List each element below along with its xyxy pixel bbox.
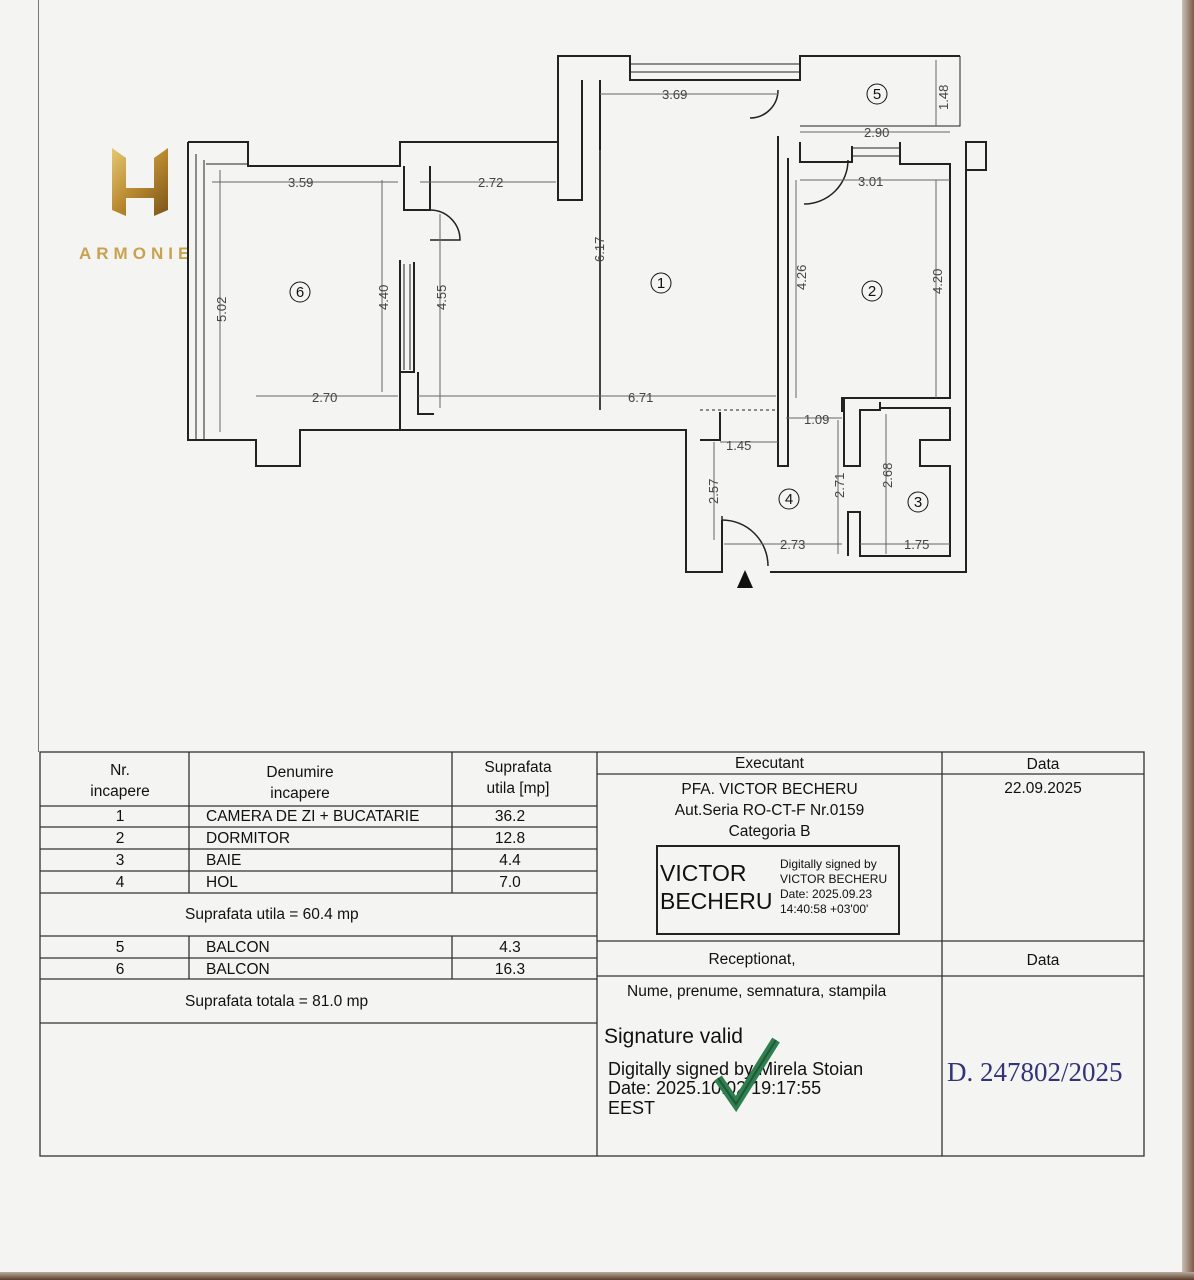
row-area: 12.8 bbox=[494, 830, 526, 847]
header-name: Denumire incapere bbox=[266, 764, 334, 802]
dim-label: 1.75 bbox=[904, 537, 930, 552]
room-number: 1 bbox=[656, 275, 666, 292]
data-header-2: Data bbox=[1026, 952, 1060, 969]
dim-label: 3.69 bbox=[662, 87, 688, 102]
row-name: BAIE bbox=[206, 852, 242, 869]
row-nr: 3 bbox=[115, 852, 125, 869]
row-area: 4.3 bbox=[499, 939, 521, 956]
data-header: Data bbox=[1026, 756, 1060, 773]
dim-label: 1.09 bbox=[804, 412, 830, 427]
executant-header: Executant bbox=[735, 755, 804, 772]
row-area: 36.2 bbox=[494, 808, 526, 825]
dim-label: 6.71 bbox=[628, 390, 654, 405]
total-label: Suprafata totala = 81.0 mp bbox=[185, 993, 369, 1010]
executant-name: PFA. VICTOR BECHERU bbox=[681, 781, 858, 798]
dim-label: 3.59 bbox=[288, 175, 314, 190]
row-name: DORMITOR bbox=[206, 830, 291, 847]
dim-label: 6.17 bbox=[592, 236, 607, 262]
dim-label: 2.70 bbox=[312, 390, 338, 405]
room-number: 3 bbox=[913, 494, 923, 511]
dim-label: 1.48 bbox=[936, 84, 951, 110]
dim-label: 4.26 bbox=[794, 264, 809, 290]
row-nr: 4 bbox=[115, 874, 125, 891]
signature-line-1: Digitally signed by Mirela Stoian bbox=[608, 1059, 864, 1079]
row-nr: 5 bbox=[115, 939, 125, 956]
stamp-name: VICTOR BECHERU bbox=[660, 860, 773, 914]
dim-label: 1.45 bbox=[726, 438, 752, 453]
row-area: 4.4 bbox=[499, 852, 521, 869]
row-nr: 6 bbox=[115, 961, 125, 978]
dim-label: 2.73 bbox=[780, 537, 806, 552]
row-area: 16.3 bbox=[494, 961, 526, 978]
row-area: 7.0 bbox=[499, 874, 521, 891]
receptionat-subheader: Nume, prenume, semnatura, stampila bbox=[627, 983, 887, 1000]
subtotal-label: Suprafata utila = 60.4 mp bbox=[185, 906, 359, 923]
row-name: CAMERA DE ZI + BUCATARIE bbox=[206, 808, 420, 825]
room-number: 4 bbox=[784, 491, 794, 508]
checkmark-icon bbox=[712, 1034, 782, 1114]
dim-label: 4.55 bbox=[434, 284, 449, 310]
dim-label: 4.40 bbox=[376, 284, 391, 310]
row-name: BALCON bbox=[206, 961, 270, 978]
row-nr: 2 bbox=[115, 830, 125, 847]
dim-label: 2.68 bbox=[880, 462, 895, 488]
logo-text: ARMONIE bbox=[79, 244, 195, 263]
dim-label: 2.57 bbox=[706, 478, 721, 504]
row-name: BALCON bbox=[206, 939, 270, 956]
stamp-details: Digitally signed by VICTOR BECHERU Date: 2025.09.23 14:40:58 +03'00' bbox=[780, 857, 888, 916]
executant-authorization: Aut.Seria RO-CT-F Nr.0159 bbox=[674, 802, 865, 819]
digital-signature-stamp bbox=[656, 845, 900, 935]
dim-label: 5.02 bbox=[214, 296, 229, 322]
executant-category: Categoria B bbox=[728, 823, 811, 840]
row-nr: 1 bbox=[115, 808, 125, 825]
receptionat-header: Receptionat, bbox=[708, 951, 796, 968]
data-date: 22.09.2025 bbox=[1004, 780, 1082, 797]
dim-label: 2.90 bbox=[864, 125, 890, 140]
document-number: D. 247802/2025 bbox=[947, 1057, 1123, 1087]
dim-label: 2.72 bbox=[478, 175, 504, 190]
dim-label: 4.20 bbox=[930, 268, 945, 294]
signature-line-2: Date: 2025.10.02 19:17:55 bbox=[608, 1078, 822, 1098]
room-number: 2 bbox=[867, 283, 877, 300]
row-name: HOL bbox=[206, 874, 238, 891]
room-number: 5 bbox=[872, 86, 882, 103]
dim-label: 3.01 bbox=[858, 174, 884, 189]
signature-valid: Signature valid bbox=[604, 1025, 743, 1048]
header-nr: Nr. incapere bbox=[90, 762, 150, 800]
signature-line-3: EEST bbox=[608, 1098, 656, 1118]
header-area: Suprafata utila [mp] bbox=[484, 759, 552, 797]
paper-shadow-right bbox=[1182, 0, 1194, 1280]
dim-label: 2.71 bbox=[832, 472, 847, 498]
room-number: 6 bbox=[295, 284, 305, 301]
